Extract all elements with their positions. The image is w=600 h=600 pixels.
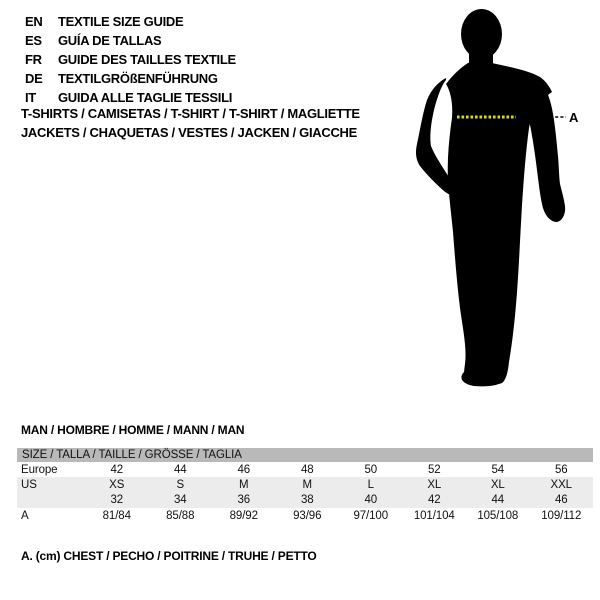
size-cell: 42 [427, 494, 441, 507]
size-cell: 38 [300, 494, 314, 507]
size-cell: XL [490, 479, 505, 492]
language-title: GUIDA ALLE TAGLIE TESSILI [58, 90, 233, 105]
table-header: SIZE / TALLA / TAILLE / GRÖSSE / TAGLIA [17, 448, 593, 462]
row-label: Europe [21, 463, 58, 476]
language-row [25, 12, 236, 31]
language-code: IT [25, 90, 36, 105]
size-cell: 50 [364, 463, 378, 476]
size-cell: 44 [173, 463, 187, 476]
section-title: MAN / HOMBRE / HOMME / MANN / MAN [21, 423, 245, 437]
language-title: TEXTILE SIZE GUIDE [58, 14, 184, 29]
size-cell: 44 [491, 494, 505, 507]
size-cell: 40 [364, 494, 378, 507]
language-list [25, 12, 236, 107]
size-cell: 56 [554, 463, 568, 476]
category-tshirts: T-SHIRTS / CAMISETAS / T-SHIRT / T-SHIRT / MAGLIETTE [21, 106, 360, 121]
size-cell: 46 [554, 494, 568, 507]
size-cell: 32 [110, 494, 124, 507]
category-jackets: JACKETS / CHAQUETAS / VESTES / JACKEN / GIACCHE [21, 125, 357, 140]
size-cell: M [302, 479, 312, 492]
language-title: GUIDE DES TAILLES TEXTILE [58, 52, 236, 67]
size-cell: 93/96 [293, 509, 322, 522]
size-cell: XXL [550, 479, 572, 492]
language-code: FR [25, 52, 42, 67]
size-cell: 54 [491, 463, 505, 476]
language-row [25, 31, 236, 50]
measure-label: A [569, 110, 579, 125]
language-row [25, 69, 236, 88]
language-title: TEXTILGRÖßENFÜHRUNG [58, 71, 218, 86]
man-silhouette-figure [400, 0, 600, 400]
table-row-europe [17, 462, 593, 477]
size-cell: 34 [173, 494, 187, 507]
language-code: DE [25, 71, 43, 86]
row-label: A [21, 509, 29, 522]
size-cell: S [176, 479, 185, 492]
row-label: US [21, 479, 37, 492]
size-cell: 81/84 [102, 509, 131, 522]
size-cell: M [239, 479, 249, 492]
size-cell: L [367, 479, 374, 492]
size-cell: 89/92 [229, 509, 258, 522]
table-row-us [17, 477, 593, 492]
table-row-chest-a [17, 508, 593, 523]
language-title: GUÍA DE TALLAS [58, 33, 162, 48]
measurement-footnote: A. (cm) CHEST / PECHO / POITRINE / TRUHE / PETTO [21, 549, 317, 563]
size-cell: XS [109, 479, 125, 492]
size-cell: 101/104 [413, 509, 455, 522]
size-cell: 42 [110, 463, 124, 476]
size-cell: 105/108 [477, 509, 519, 522]
size-cell: 109/112 [541, 509, 582, 522]
size-cell: 97/100 [353, 509, 389, 522]
size-cell: 52 [427, 463, 441, 476]
table-row-numeric [17, 493, 593, 508]
size-cell: 85/88 [166, 509, 195, 522]
size-table [17, 448, 593, 524]
category-list [21, 104, 360, 142]
language-code: ES [25, 33, 42, 48]
language-code: EN [25, 14, 43, 29]
size-cell: 48 [300, 463, 314, 476]
language-row [25, 50, 236, 69]
size-cell: 46 [237, 463, 251, 476]
size-cell: 36 [237, 494, 251, 507]
size-cell: XL [427, 479, 442, 492]
